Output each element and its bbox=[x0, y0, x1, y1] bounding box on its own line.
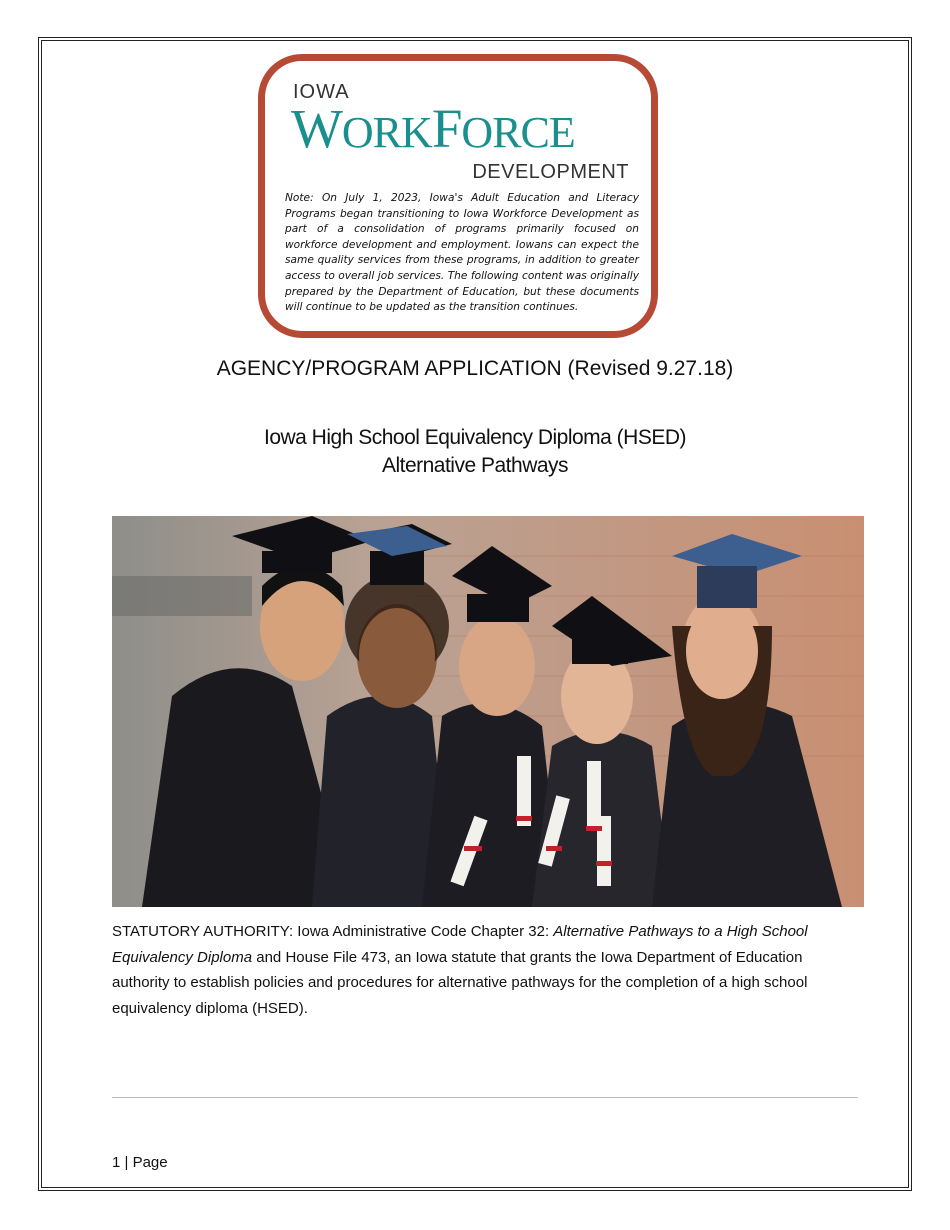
logo-development-text: DEVELOPMENT bbox=[472, 161, 629, 183]
workforce-logo-box bbox=[258, 54, 658, 338]
graduates-photo bbox=[112, 516, 864, 907]
document-title: AGENCY/PROGRAM APPLICATION (Revised 9.27.18) bbox=[216, 357, 734, 380]
statutory-authority-paragraph bbox=[112, 919, 852, 1021]
awning bbox=[112, 576, 252, 616]
statutory-suffix: and House File 473, an Iowa statute that grants the Iowa Department of Education authority to establish policies and procedures for alternative pathways for the completion of a high school equivalency diploma (HSED). bbox=[112, 948, 808, 1017]
logo-iowa-text: IOWA bbox=[293, 81, 350, 103]
page-number: 1 | Page bbox=[112, 1154, 168, 1171]
logo-workforce-text: WORKFORCE bbox=[291, 98, 575, 159]
transition-note: Note: On July 1, 2023, Iowa's Adult Education and Literacy Programs began transitioning to Iowa Workforce Development as part of a consolidation of programs primarily focused on workforce development and employment. Iowans can expect the same quality services from these programs, in addition to greater access to overall job services. The following content was originally prepared by the Department of Education, but these documents will continue to be updated as the transition continues. bbox=[285, 192, 639, 314]
statutory-prefix: STATUTORY AUTHORITY: Iowa Administrative Code Chapter 32: bbox=[112, 923, 554, 940]
face-3 bbox=[459, 616, 535, 716]
subtitle-line-1: Iowa High School Equivalency Diploma (HSED) bbox=[263, 426, 687, 449]
footer-divider bbox=[112, 1097, 858, 1098]
statutory-italic-title: Alternative Pathways to a High School Equivalency Diploma bbox=[112, 923, 808, 966]
subtitle-line-2: Alternative Pathways bbox=[381, 454, 569, 477]
document-subtitle bbox=[0, 424, 950, 480]
